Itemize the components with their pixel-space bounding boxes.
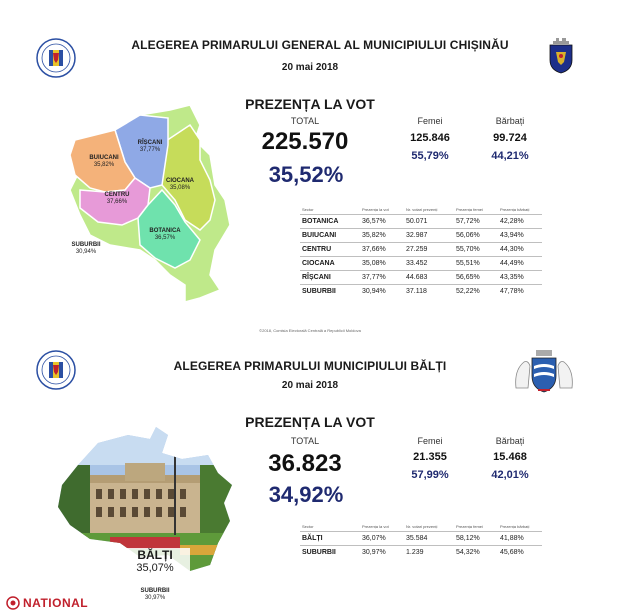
balti-city-pct: 35,07% [136,562,174,574]
chisinau-men-pct: 44,21% [491,150,529,162]
map-label-suburbii: SUBURBII 30,94% [71,242,101,255]
table-cell: 37,66% [360,243,404,257]
table-cell: 54,32% [454,546,498,560]
balti-men-pct: 42,01% [491,469,529,481]
table-cell: 56,06% [454,229,498,243]
chisinau-coat-of-arms-icon [548,38,574,74]
chisinau-total-pct: 35,52% [268,162,344,187]
table-cell: 32.987 [404,229,454,243]
balti-sector-table [300,523,542,560]
table-cell: 30,97% [360,546,404,560]
table-cell: 45,68% [498,546,542,560]
table-cell: 47,78% [498,285,542,299]
table-cell: 30,94% [360,285,404,299]
table-cell: 55,51% [454,257,498,271]
chisinau-title: ALEGEREA PRIMARULUI GENERAL AL MUNICIPIULUI CHIȘINĂU [131,38,509,52]
balti-women-value: 21.355 [413,451,447,463]
balti-women-pct: 57,99% [411,469,449,481]
chisinau-sector-table [300,206,542,299]
table-cell: 55,70% [454,243,498,257]
table-header-cell: Sector [302,524,314,529]
balti-suburbii-label: SUBURBII 30,97% [140,588,170,601]
table-header-cell: Prezența femei [456,524,483,529]
chisinau-heading: PREZENȚA LA VOT [245,96,375,112]
chisinau-men-label: Bărbați [495,116,525,126]
table-cell: 43,94% [498,229,542,243]
table-row [300,215,542,229]
table-cell: 35,82% [360,229,404,243]
table-cell: 37,77% [360,271,404,285]
table-cell: 41,88% [498,532,542,546]
balti-total-pct: 34,92% [268,482,344,507]
table-cell: 50.071 [404,215,454,229]
table-row [300,532,542,546]
cec-emblem-icon [36,350,76,390]
map-label-buiucani: BUIUCANI 35,82% [89,155,119,168]
balti-women-label: Femei [417,436,443,446]
table-cell-sector: SUBURBII [300,285,360,299]
table-cell-sector: BUIUCANI [300,229,360,243]
chisinau-sector-map [50,100,250,310]
table-row [300,257,542,271]
table-cell-sector: CENTRU [300,243,360,257]
balti-heading: PREZENȚA LA VOT [245,414,375,430]
table-header-cell: Nr. votari prezenți [406,207,438,212]
table-row [300,243,542,257]
table-cell: 27.259 [404,243,454,257]
balti-men-label: Bărbați [495,436,525,446]
national-watermark-text: NATIONAL [23,596,89,610]
table-header-cell: Prezența bărbați [500,524,530,529]
table-row [300,546,542,560]
table-header-row [300,523,542,532]
table-cell: 35,08% [360,257,404,271]
table-header-cell: Prezența la vot [362,207,389,212]
national-logo-icon [6,596,20,610]
table-header-cell: Prezența la vot [362,524,389,529]
balti-men-value: 15.468 [493,451,527,463]
table-cell: 35.584 [404,532,454,546]
table-cell-sector: CIOCANA [300,257,360,271]
balti-title: ALEGEREA PRIMARULUI MUNICIPIULUI BĂLȚI [173,359,447,373]
balti-coat-of-arms-icon [512,348,576,394]
chisinau-men-value: 99.724 [493,132,527,144]
table-header-cell: Sector [302,207,314,212]
table-cell: 37.118 [404,285,454,299]
copyright-note: ©2018, Comisia Electorală Centrală a Republicii Moldova [259,328,361,333]
table-row [300,285,542,299]
table-cell: 56,65% [454,271,498,285]
table-cell: 36,07% [360,532,404,546]
balti-city-label [120,548,190,574]
table-cell: 44.683 [404,271,454,285]
table-cell: 44,30% [498,243,542,257]
table-cell: 43,35% [498,271,542,285]
national-watermark [6,593,116,613]
table-header-cell: Nr. votari prezenți [406,524,438,529]
chisinau-women-pct: 55,79% [411,150,449,162]
map-label-botanica: BOTANICA 36,57% [149,228,181,241]
table-cell: 1.239 [404,546,454,560]
table-header-cell: Prezența femei [456,207,483,212]
table-cell-sector: SUBURBII [300,546,360,560]
balti-total-label: TOTAL [290,436,320,446]
table-row [300,271,542,285]
table-cell-sector: BOTANICA [300,215,360,229]
balti-city-name: BĂLȚI [137,548,173,562]
chisinau-total-label: TOTAL [290,116,320,126]
table-cell: 57,72% [454,215,498,229]
map-label-ciocana: CIOCANA 35,08% [166,178,194,191]
table-cell-sector: BĂLȚI [300,532,360,546]
map-label-riscani: RÎȘCANI 37,77% [137,140,163,153]
map-label-centru: CENTRU 37,66% [104,192,130,205]
chisinau-women-label: Femei [417,116,443,126]
table-cell-sector: RÎȘCANI [300,271,360,285]
table-cell: 52,22% [454,285,498,299]
chisinau-date: 20 mai 2018 [281,62,339,73]
cec-emblem-icon [36,38,76,78]
table-cell: 44,49% [498,257,542,271]
chisinau-women-value: 125.846 [410,132,450,144]
table-header-cell: Prezența bărbați [500,207,530,212]
table-cell: 42,28% [498,215,542,229]
balti-total-value: 36.823 [268,450,342,477]
table-row [300,229,542,243]
table-header-row [300,206,542,215]
balti-date: 20 mai 2018 [281,380,339,391]
table-cell: 36,57% [360,215,404,229]
table-cell: 58,12% [454,532,498,546]
table-cell: 33.452 [404,257,454,271]
chisinau-total-value: 225.570 [261,128,349,155]
